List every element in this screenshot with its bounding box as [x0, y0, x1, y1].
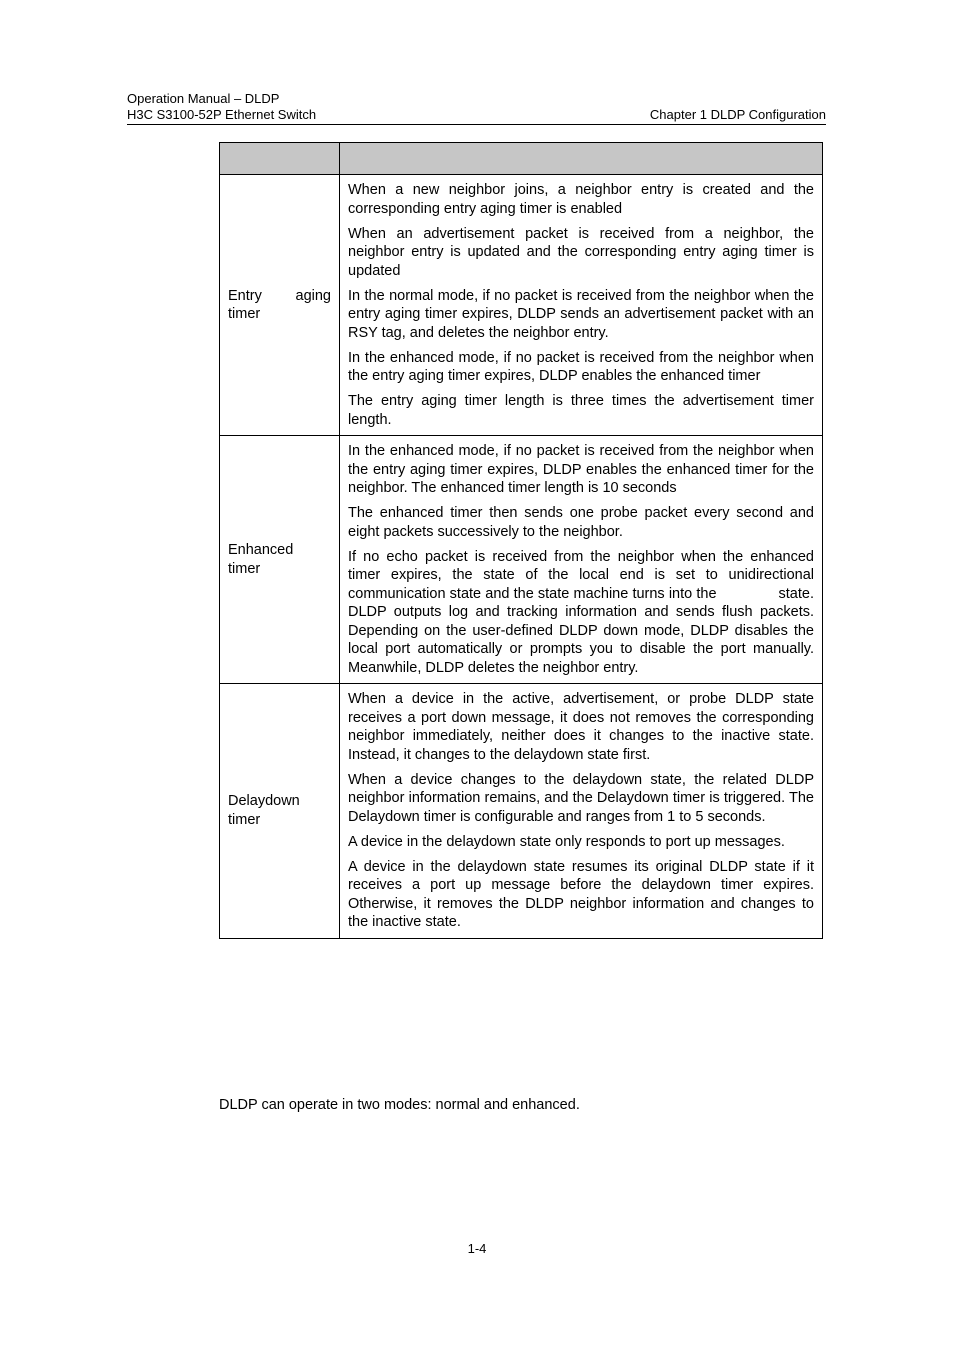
description-text: state. DLDP outputs log and tracking information and sends flush packets. Depending on the user-defined DLDP down mode, DLDP disables the local port automatically or prompts you to disable the port manually. Meanwhile, DLDP deletes the neighbor entry. — [348, 585, 814, 676]
description-paragraph: A device in the delaydown state only responds to port up messages. — [348, 833, 785, 850]
table-row — [220, 436, 823, 684]
description-text: If no echo packet is received from the neighbor when the enhanced timer expires, the state of the local end is set to unidirectional communication state and the state machine turns into the — [348, 548, 814, 602]
timer-name-line: Delaydown — [228, 793, 300, 810]
body-paragraph: DLDP can operate in two modes: normal and enhanced. — [219, 1097, 580, 1113]
description-paragraph: When a new neighbor joins, a neighbor entry is created and the corresponding entry aging timer is enabled — [348, 182, 814, 217]
description-paragraph: The enhanced timer then sends one probe packet every second and eight packets successively to the neighbor. — [348, 505, 814, 540]
table-row — [220, 175, 823, 436]
description-paragraph: When a device in the active, advertisement, or probe DLDP state receives a port down message, it does not removes the corresponding neighbor immediately, neither does it changes to the inactive state. Instead, it changes to the delaydown state first. — [348, 691, 814, 763]
manual-title: Operation Manual – DLDP — [127, 91, 280, 106]
table-row — [220, 684, 823, 939]
timer-description — [340, 436, 823, 684]
header-divider — [127, 124, 826, 125]
description-paragraph: A device in the delaydown state resumes its original DLDP state if it receives a port up message before the delaydown timer expires. Otherwise, it removes the DLDP neighbor information and changes to the inactive state. — [348, 858, 814, 930]
timer-name-word: aging — [295, 287, 331, 304]
description-paragraph: In the normal mode, if no packet is received from the neighbor when the entry aging timer expires, DLDP sends an advertisement packet with an RSY tag, and deletes the neighbor entry. — [348, 287, 814, 341]
description-paragraph — [348, 548, 814, 678]
description-paragraph: The entry aging timer length is three times the advertisement timer length. — [348, 393, 814, 428]
timer-name-entry-aging — [220, 175, 340, 436]
page-number: 1-4 — [467, 1241, 487, 1256]
timer-name-line: Enhanced — [228, 542, 294, 558]
timer-name-delaydown — [220, 684, 340, 939]
timer-name-line: timer — [228, 560, 261, 577]
timer-description — [340, 684, 823, 939]
description-paragraph: When an advertisement packet is received from a neighbor, the neighbor entry is updated and the corresponding entry aging timer is updated — [348, 225, 814, 279]
table-header-cell-description — [340, 143, 823, 175]
timer-table — [219, 142, 823, 939]
table-header-cell-name — [220, 143, 340, 175]
timer-name-word: Entry — [228, 287, 262, 304]
table-header-row — [220, 143, 823, 175]
product-name: H3C S3100-52P Ethernet Switch — [127, 107, 317, 122]
description-paragraph: In the enhanced mode, if no packet is received from the neighbor when the entry aging timer expires, DLDP enables the enhanced timer — [348, 349, 814, 384]
description-paragraph: When a device changes to the delaydown state, the related DLDP neighbor information remains, and the Delaydown timer is triggered. The Delaydown timer is configurable and ranges from 1 to 5 seconds. — [348, 771, 814, 825]
description-paragraph: In the enhanced mode, if no packet is received from the neighbor when the entry aging timer expires, DLDP enables the enhanced timer for the neighbor. The enhanced timer length is 10 seconds — [348, 443, 814, 496]
timer-name-line: timer — [228, 811, 261, 828]
timer-name-enhanced — [220, 436, 340, 684]
page-header — [127, 91, 826, 123]
chapter-title: Chapter 1 DLDP Configuration — [649, 107, 826, 122]
timer-name-line: timer — [228, 306, 261, 322]
timer-description — [340, 175, 823, 436]
